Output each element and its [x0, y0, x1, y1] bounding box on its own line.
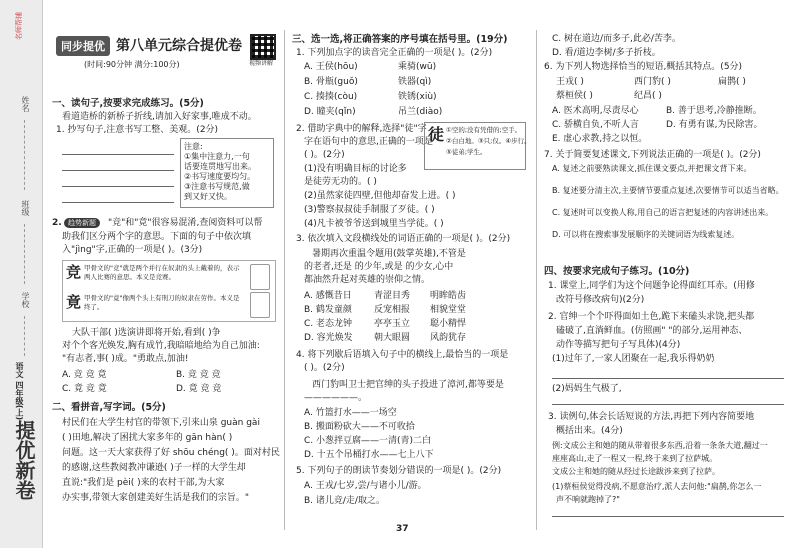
- c2-q3-b2: 反宠相报: [374, 305, 411, 315]
- grade-label: 语文 四年级(上): [15, 362, 24, 421]
- pinyin-line-2: ( )田地,解决了困扰大家多年的 gān hàn( ): [62, 433, 233, 443]
- brand-title: 提优新卷: [12, 420, 36, 500]
- series-label: 同步提优: [61, 40, 105, 53]
- c2-q5-opt-a[interactable]: A. 王戎/七岁,尝/与诸小儿/游。: [304, 481, 427, 491]
- c2-q3-c2: 亭亭玉立: [374, 319, 411, 329]
- c2-q2-line-3: ( )。(2分): [304, 150, 345, 160]
- c2-q3-b1[interactable]: B. 鹤发童颜: [304, 305, 352, 315]
- c2-q3-d2: 朝大眼圆: [374, 333, 411, 343]
- c3-q6-opt-e: E. 虚心求教,持之以恒。: [552, 134, 648, 144]
- c2-q1-opt-a2: 乘骑(wū): [398, 62, 437, 72]
- c3-top-option-d[interactable]: D. 看/道边李树/多子折枝。: [552, 48, 661, 58]
- trend-badge: 趋势新题: [64, 218, 100, 228]
- section-3-heading: 三、选一选,将正确答案的序号填在括号里。(19分): [292, 34, 508, 45]
- c2-q2-d: (4)凡卡被爷爷送到城里当学徒。( ): [304, 219, 444, 229]
- c2-q4-line-2: ( )。(2分): [304, 363, 345, 373]
- c2-q1-prompt: 1. 下列加点字的读音完全正确的一项是( )。(2分): [296, 48, 493, 58]
- tip-1: ①集中注意力,一句: [184, 152, 250, 161]
- q2-option-a[interactable]: A. 竞 竞 竟: [62, 370, 107, 380]
- c2-q3-passage-1: 暑期再次重温令题用(鼓掌英雄),不管是: [312, 249, 466, 259]
- field-school-label: 学校: [21, 292, 30, 308]
- c2-q4-opt-a[interactable]: A. 竹篮打水——一场空: [304, 408, 397, 418]
- c2-q3-passage-2: 的老者,还是 的少年,或是 的少女,心中: [304, 262, 454, 272]
- c3-q7-opt-b[interactable]: B. 复述要分清主次,主要情节要重点复述,次要情节可以适当省略。: [552, 186, 784, 195]
- c3-s4-q2-b: (2)妈妈生气极了,: [552, 384, 622, 394]
- char-jing-competition: 竞: [66, 263, 82, 281]
- q2-option-d[interactable]: D. 竟 竞 竞: [176, 384, 222, 394]
- c2-q3-c3: 聪小精悍: [430, 319, 467, 329]
- c3-q6-prompt: 6. 为下列人物选择恰当的短语,概括其特点。(5分): [544, 62, 743, 72]
- field-name-line[interactable]: [24, 120, 25, 190]
- q2-line-1: "竞"和"竟"很容易混淆,查阅资料可以帮: [108, 218, 263, 228]
- c2-q4-opt-b[interactable]: B. 搬面粉砍大——不可收拾: [304, 422, 415, 432]
- pinyin-line-1: 村民们在大学生村官的带领下,引来山泉 guàn gài: [62, 418, 260, 428]
- dict-char: 徒: [428, 125, 445, 144]
- answer-line-q2b[interactable]: [552, 404, 784, 405]
- c3-s4-q3-example-3: 文成公主和她的随从经过长途跋涉来到了拉萨。: [552, 467, 720, 476]
- c2-q3-prompt: 3. 依次填入文段横线处的词语正确的一项是( )。(2分): [296, 234, 511, 244]
- ancient-figure-2-icon: [250, 292, 270, 318]
- c3-s4-q3-example-2: 座座高山,走了一程又一程,终于来到了拉萨城。: [552, 454, 718, 463]
- c3-q6-opt-d: D. 有勇有谋,为民除害。: [666, 120, 763, 130]
- ancient-figure-1-icon: [250, 264, 270, 290]
- c2-q5-prompt: 5. 下列句子的朗读节奏划分错误的一项是( )。(2分): [296, 466, 502, 476]
- column-divider-2: [536, 30, 537, 530]
- c2-q4-line-1: 4. 将下列歇后语填入句子中的横线上,最恰当的一项是: [296, 350, 509, 360]
- c3-s4-q2-line-1: 2. 官绅一个个吓得面如土色,跪下来磕头求饶,把头都: [548, 312, 755, 322]
- c2-q1-opt-c2: 铁锈(xiù): [398, 92, 437, 102]
- q2-line-3: 入"jìng"字,正确的一项是( )。(3分): [62, 245, 203, 255]
- q2-number: 2.: [52, 218, 62, 228]
- answer-line-q3[interactable]: [552, 516, 784, 517]
- c2-q1-opt-b1[interactable]: B. 骨瓶(guǒ): [304, 77, 358, 87]
- field-class-line[interactable]: [24, 224, 25, 284]
- c3-s4-q1-line-1: 1. 课堂上,同学们为这个问题争论得面红耳赤。(用修: [548, 281, 755, 291]
- section-2-heading: 二、看拼音,写字词。(5分): [52, 402, 166, 413]
- c3-name-ximenbao: 西门豹( ): [634, 77, 671, 87]
- pinyin-line-6: 办实事,带领大家创建美好生活是我们的宗旨。": [62, 493, 250, 503]
- column-divider-1: [284, 30, 285, 530]
- char-jing-finish: 竟: [66, 293, 82, 311]
- pinyin-line-3: 问题。这一天大家获得了好 shōu chéng( )。面对村民: [62, 448, 280, 458]
- c3-s4-q2-line-3: 动作等描写把句子写具体)(4分): [556, 340, 681, 350]
- c3-q6-opt-b: B. 善于思考,冷静推断。: [666, 106, 762, 116]
- c2-q4-example-2: ——————。: [304, 393, 368, 403]
- c3-s4-q3-example-1: 例:文成公主和她的随从带着很多东西,沿着一条条大道,翻过一: [552, 441, 768, 450]
- c3-name-wangrong: 王戎( ): [556, 77, 584, 87]
- section-1-heading: 一、读句子,按要求完成练习。(5分): [52, 98, 204, 109]
- q2-sentence-2: 对个个客光焕发,胸有成竹,我暗暗地给为自己加油:: [62, 341, 260, 351]
- c2-q3-c1[interactable]: C. 老态龙钟: [304, 319, 353, 329]
- c3-q6-opt-a: A. 医术高明,尽责尽心: [552, 106, 639, 116]
- c2-q4-opt-c[interactable]: C. 小葱拌豆腐——一清(青)二白: [304, 436, 432, 446]
- char-jing-finish-desc: 甲骨文的"竟"像两个头上有刑刀的奴隶在劳作。本义是终了。: [84, 294, 240, 311]
- pinyin-line-4: 的感谢,这些教阅教冲谦逊( )子一样的大学生却: [62, 463, 246, 473]
- c3-s4-q2-line-2: 磕破了,直淌鲜血。(仿照画" "的部分,运用神态、: [556, 326, 748, 336]
- c3-name-jichang: 纪昌( ): [634, 91, 662, 101]
- c2-q2-line-2: 字在语句中的意思,正确的一项是: [304, 137, 433, 147]
- c2-q1-opt-c1[interactable]: C. 揍揍(còu): [304, 92, 358, 102]
- tip-2: 话要连贯地写出来。: [184, 162, 256, 171]
- c3-s4-q3-line-1: 3. 读例句,体会长话短说的方法,再把下列内容简要地: [548, 412, 755, 422]
- tip-0: 注意:: [184, 142, 203, 151]
- c3-q7-opt-a[interactable]: A. 复述之前要熟读课文,抓住课文要点,并把课文背下来。: [552, 164, 752, 173]
- c3-q7-opt-d[interactable]: D. 可以将在搜索事发展顺序的关键词语为线索复述。: [552, 230, 740, 239]
- c2-q4-opt-d[interactable]: D. 十五个吊桶打水——七上八下: [304, 450, 434, 460]
- c2-q3-b3: 相貌堂堂: [430, 305, 467, 315]
- c3-top-option-c[interactable]: C. 树在道边/而多子,此必/苦李。: [552, 34, 681, 44]
- c3-s4-q2-a: (1)过年了,一家人团聚在一起,我乐得奶奶: [552, 354, 715, 364]
- tip-5: 到又好又快。: [184, 192, 232, 201]
- c2-q2-a: (1)没有明确目标的讨论多: [304, 164, 407, 174]
- tip-4: ③注意书写规范,做: [184, 182, 250, 191]
- c2-q2-a2: 是徒劳无功的。( ): [304, 177, 377, 187]
- handwriting-grid[interactable]: [62, 142, 174, 202]
- c2-q3-a3: 明眸皓齿: [430, 291, 467, 301]
- char-jing-competition-desc: 甲骨文的"竞"就是两个并行在奴隶的头上戴着的，表示两人比赛的意思。本义是竞赛。: [84, 264, 240, 281]
- q2-line-2: 助我们区分两个字的意思。下面的句子中依次填: [62, 232, 252, 242]
- c3-name-bianque: 扁鹊( ): [718, 77, 746, 87]
- tip-3: ②书写速度要均匀。: [184, 172, 256, 181]
- brand-top-logo: 名师帮辅: [15, 12, 23, 40]
- c2-q2-line-1: 2. 借助字典中的解释,选择"徒"字: [296, 124, 427, 134]
- field-school-line[interactable]: [24, 316, 25, 356]
- qr-label: 视频讲解: [249, 60, 274, 67]
- c3-q7-opt-c[interactable]: C. 复述时可以变换人称,用自己的语言把复述的内容讲述出来。: [552, 208, 774, 217]
- c2-q2-c: (3)警察叔叔徒手制服了歹徒。( ): [304, 205, 435, 215]
- section-1-intro: 看道造桥的新桥子折线,请加入好家事,唯成不动。: [62, 112, 257, 122]
- c3-s4-q3-item-2: 声不响就跑掉了?": [556, 495, 620, 504]
- dict-entry-1: ②白白地。③只;仅。④步行。: [446, 137, 531, 145]
- page-title: 第八单元综合提优卷: [116, 38, 242, 54]
- field-class-label: 班级: [21, 200, 30, 216]
- section-4-heading: 四、按要求完成句子练习。(10分): [544, 266, 690, 277]
- q2-sentence-3: "有志者,事( )成。"勇敢点,加油!: [62, 354, 189, 364]
- pinyin-line-5: 直说:"我们是 pèi( )来的农村干部,为大家: [62, 478, 225, 488]
- c3-s4-q3-item-1: (1)蔡桓侯觉得没病,不愿意治疗,派人去问他:"扁鹊,你怎么一: [552, 482, 762, 491]
- q1-prompt: 1. 抄写句子,注意书写工整、美观。(2分): [56, 125, 219, 135]
- c2-q4-example: 西门豹叫卫士把官绅的头子投进了漳河,都等要是: [312, 380, 504, 390]
- c3-s4-q1-line-2: 改符号修改病句)(2分): [556, 295, 645, 305]
- answer-line-q2a[interactable]: [552, 378, 784, 379]
- c2-q3-a2: 青涩目秀: [374, 291, 411, 301]
- qr-code[interactable]: [250, 34, 276, 60]
- dict-entry-2: ⑤徒弟;学生。: [446, 148, 487, 156]
- c2-q1-opt-b2: 铁器(qì): [398, 77, 432, 87]
- q2-option-c[interactable]: C. 竟 竞 竟: [62, 384, 107, 394]
- c2-q3-d3: 风韵犹存: [430, 333, 467, 343]
- c2-q5-opt-b[interactable]: B. 诸儿竞/走/取之。: [304, 496, 385, 506]
- c2-q3-d1[interactable]: D. 容光焕发: [304, 333, 353, 343]
- exam-meta: (时间:90分钟 满分:100分): [84, 60, 180, 69]
- c3-q6-opt-c: C. 骄横自负,不听人言: [552, 120, 639, 130]
- dict-entry-0: ①空的;没有凭借的;空手。: [446, 126, 522, 134]
- c2-q1-opt-d1[interactable]: D. 瞳夹(qǐn): [304, 107, 356, 117]
- q2-sentence-1: 大队干部( )选演讲即将开始,看到( )争: [72, 328, 221, 338]
- c2-q3-a1[interactable]: A. 感慨昔日: [304, 291, 352, 301]
- c3-name-caihuanhou: 蔡桓侯( ): [556, 91, 593, 101]
- q2-option-b[interactable]: B. 竞 竞 竞: [176, 370, 221, 380]
- c3-s4-q3-line-2: 概括出来。(4分): [556, 426, 623, 436]
- c2-q1-opt-a1[interactable]: A. 王侯(hōu): [304, 62, 358, 72]
- c3-q7-prompt: 7. 关于简要复述课文,下列说法正确的一项是( )。(2分): [544, 150, 761, 160]
- c2-q2-b: (2)虽然家徒四壁,但他却奋发上进。( ): [304, 191, 456, 201]
- c2-q1-opt-d2: 吊兰(diào): [398, 107, 443, 117]
- c2-q3-passage-3: 都油然升起对英雄的崇仰之情。: [304, 275, 431, 285]
- page-number: 37: [396, 524, 409, 534]
- field-name-label: 姓名: [21, 96, 30, 112]
